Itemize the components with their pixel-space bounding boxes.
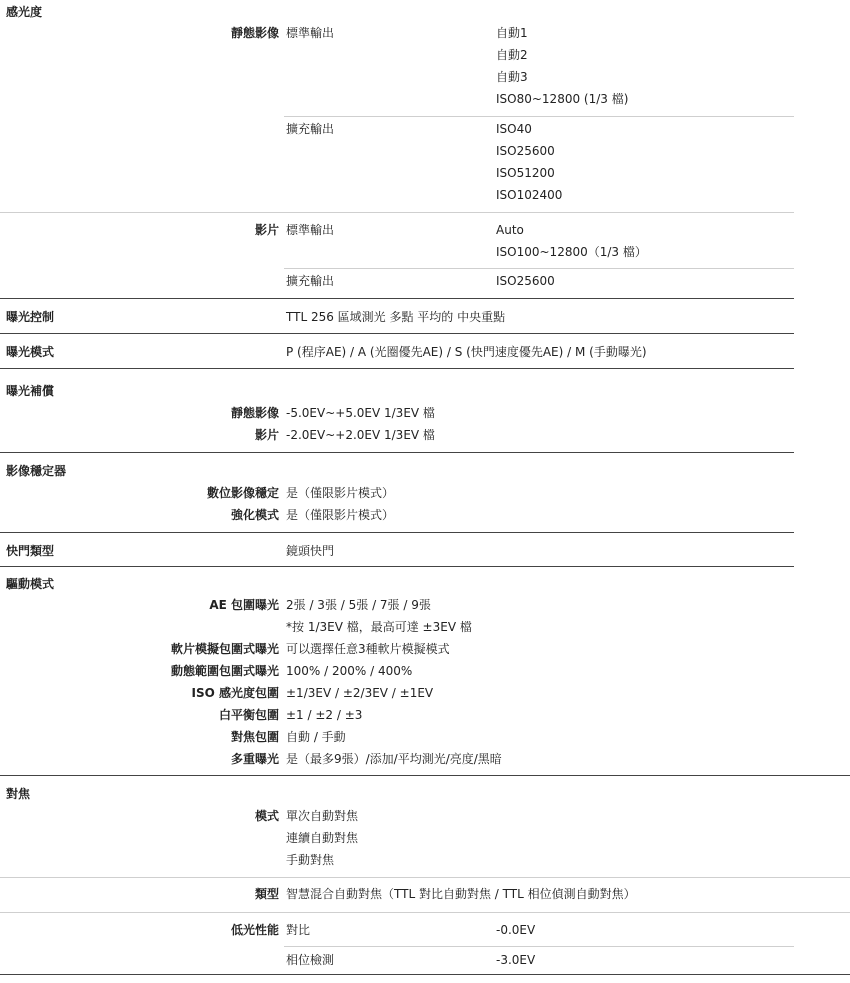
section-divider <box>0 298 794 299</box>
iso-movie-std-value: ISO100~12800（1/3 檔） <box>496 245 647 259</box>
section-divider <box>0 368 794 369</box>
iso-still-ext-value: ISO25600 <box>496 144 555 158</box>
row-divider <box>284 116 794 117</box>
drive-film-value: 可以選擇任意3種軟片模擬模式 <box>286 642 450 656</box>
section-title-exposure-comp: 曝光補償 <box>6 384 55 398</box>
row-divider <box>284 946 794 947</box>
iso-still-std-value: 自動1 <box>496 26 528 40</box>
drive-film-label: 軟片模擬包圍式曝光 <box>170 642 279 656</box>
iso-movie-ext-label: 擴充輸出 <box>286 274 335 288</box>
iso-still-ext-value: ISO102400 <box>496 188 563 202</box>
focus-mode-value: 連續自動對焦 <box>286 831 359 845</box>
drive-focus-label: 對焦包圍 <box>230 730 279 744</box>
drive-ae-value: 2張 / 3張 / 5張 / 7張 / 9張 <box>286 598 431 612</box>
iso-still-std-value: ISO80~12800 (1/3 檔) <box>496 92 629 106</box>
iso-still-ext-value: ISO51200 <box>496 166 555 180</box>
drive-iso-value: ±1/3EV / ±2/3EV / ±1EV <box>286 686 434 700</box>
section-title-focus: 對焦 <box>6 787 31 801</box>
row-divider <box>284 268 794 269</box>
stabilizer-digital-value: 是（僅限影片模式） <box>286 486 395 500</box>
drive-multi-value: 是（最多9張）/添加/平均測光/亮度/黑暗 <box>286 752 502 766</box>
section-title-iso: 感光度 <box>6 5 43 19</box>
drive-multi-label: 多重曝光 <box>230 752 279 766</box>
focus-contrast-value: -0.0EV <box>496 923 536 937</box>
focus-type-value: 智慧混合自動對焦（TTL 對比自動對焦 / TTL 相位偵測自動對焦） <box>286 887 636 901</box>
drive-dr-label: 動態範圍包圍式曝光 <box>170 664 279 678</box>
focus-phase-label: 相位檢測 <box>286 953 335 967</box>
stabilizer-digital-label: 數位影像穩定 <box>206 486 279 500</box>
iso-movie-ext-value: ISO25600 <box>496 274 555 288</box>
drive-wb-label: 白平衡包圍 <box>218 708 279 722</box>
focus-low-light-label: 低光性能 <box>230 923 279 937</box>
focus-contrast-label: 對比 <box>286 923 311 937</box>
stabilizer-enhanced-label: 強化模式 <box>230 508 279 522</box>
iso-still-ext-label: 擴充輸出 <box>286 122 335 136</box>
section-title-exposure-mode: 曝光模式 <box>6 345 55 359</box>
drive-ae-note: *按 1/3EV 檔，最高可達 ±3EV 檔 <box>286 620 472 634</box>
exposure-comp-movie-label: 影片 <box>254 428 279 442</box>
section-divider <box>0 532 794 533</box>
stabilizer-enhanced-value: 是（僅限影片模式） <box>286 508 395 522</box>
drive-dr-value: 100% / 200% / 400% <box>286 664 413 678</box>
section-title-stabilizer: 影像穩定器 <box>6 464 67 478</box>
shutter-value: 鏡頭快門 <box>286 544 335 558</box>
section-title-shutter: 快門類型 <box>6 544 55 558</box>
focus-mode-label: 模式 <box>254 809 279 823</box>
exposure-comp-movie-value: -2.0EV~+2.0EV 1/3EV 檔 <box>286 428 435 442</box>
section-title-drive: 驅動模式 <box>6 577 55 591</box>
iso-still-std-value: 自動2 <box>496 48 528 62</box>
section-title-metering: 曝光控制 <box>6 310 55 324</box>
focus-type-label: 類型 <box>254 887 279 901</box>
iso-movie-std-value: Auto <box>496 223 524 237</box>
drive-focus-value: 自動 / 手動 <box>286 730 346 744</box>
iso-still-std-label: 標準輸出 <box>286 26 335 40</box>
drive-ae-label: AE 包圍曝光 <box>209 598 279 612</box>
row-divider <box>0 877 850 878</box>
row-divider <box>0 912 850 913</box>
iso-movie-label: 影片 <box>254 223 279 237</box>
focus-phase-value: -3.0EV <box>496 953 536 967</box>
iso-movie-std-label: 標準輸出 <box>286 223 335 237</box>
drive-wb-value: ±1 / ±2 / ±3 <box>286 708 363 722</box>
focus-mode-value: 手動對焦 <box>286 853 335 867</box>
section-divider <box>0 566 794 567</box>
drive-iso-label: ISO 感光度包圍 <box>191 686 279 700</box>
exposure-comp-still-label: 靜態影像 <box>230 406 279 420</box>
metering-value: TTL 256 區域測光 多點 平均的 中央重點 <box>286 310 506 324</box>
row-divider <box>0 212 794 213</box>
iso-still-label: 靜態影像 <box>230 26 279 40</box>
exposure-comp-still-value: -5.0EV~+5.0EV 1/3EV 檔 <box>286 406 435 420</box>
section-divider <box>0 333 794 334</box>
iso-still-std-value: 自動3 <box>496 70 528 84</box>
focus-mode-value: 單次自動對焦 <box>286 809 359 823</box>
iso-still-ext-value: ISO40 <box>496 122 532 136</box>
section-divider <box>0 452 794 453</box>
exposure-mode-value: P (程序AE) / A (光圈優先AE) / S (快門速度優先AE) / M (手動曝光) <box>286 345 647 359</box>
section-divider <box>0 775 850 776</box>
section-divider <box>0 974 850 975</box>
